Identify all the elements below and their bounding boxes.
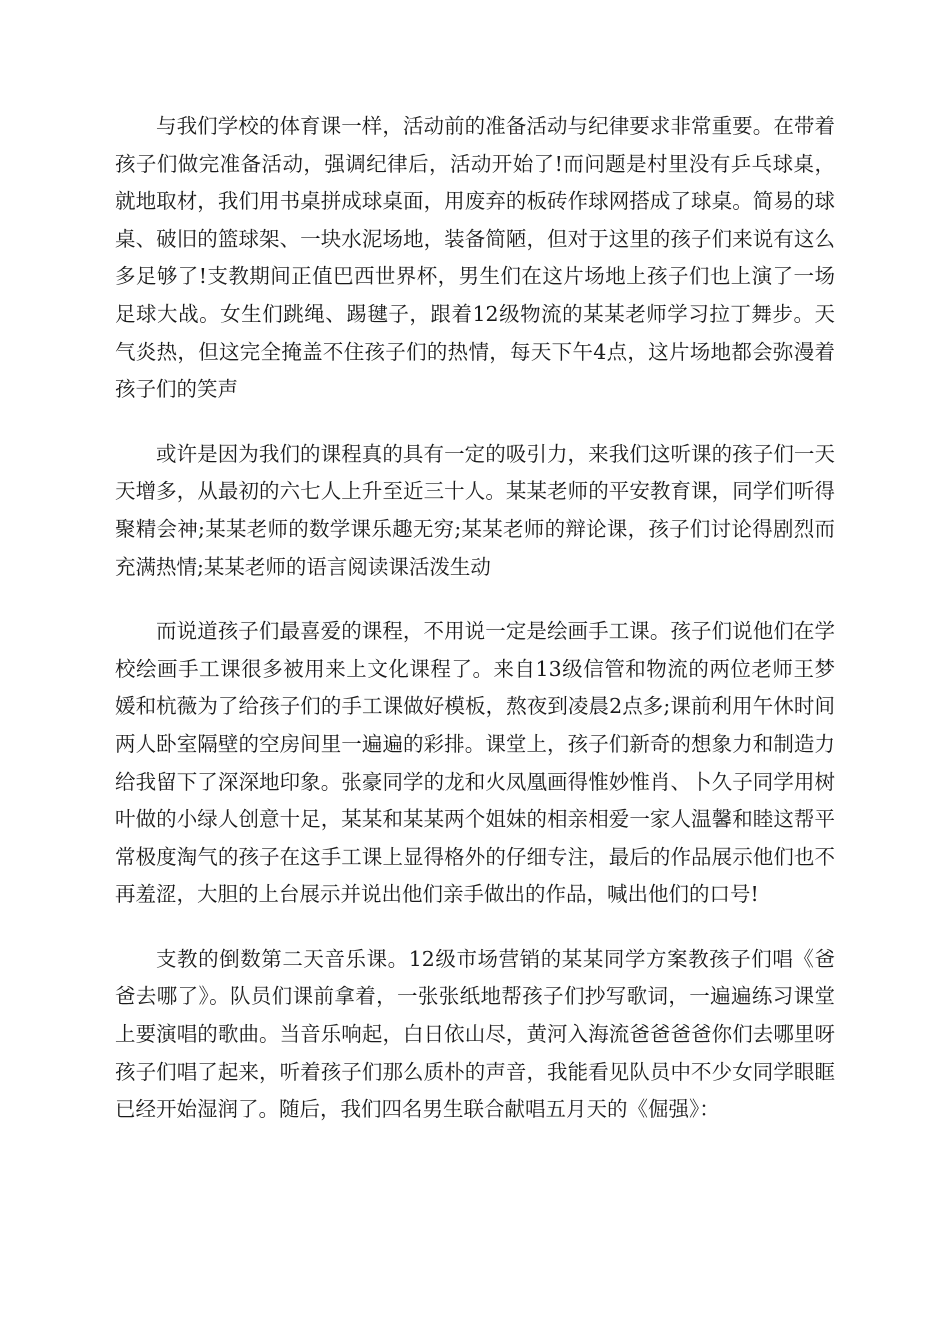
paragraph-course-attendance: 或许是因为我们的课程真的具有一定的吸引力，来我们这听课的孩子们一天天增多，从最初的六七人上升至近三十人。某某老师的平安教育课，同学们听得聚精会神;某某老师的数学课乐趣无穷;某某老师的辩论课，孩子们讨论得剧烈而充满热情;某某老师的语言阅读课活泼生动 [115,441,835,579]
paragraph-music-class: 支教的倒数第二天音乐课。12级市场营销的某某同学方案教孩子们唱《爸爸去哪了》。队员们课前拿着，一张张纸地帮孩子们抄写歌词，一遍遍练习课堂上要演唱的歌曲。当音乐响起，白日依山尽，黄河入海流爸爸爸爸你们去哪里呀孩子们唱了起来，听着孩子们那么质朴的声音，我能看见队员中不少女同学眼眶已经开始湿润了。随后，我们四名男生联合献唱五月天的《倔强》： [115,946,835,1122]
paragraph-art-handcraft-class: 而说道孩子们最喜爱的课程，不用说一定是绘画手工课。孩子们说他们在学校绘画手工课很多被用来上文化课程了。来自13级信管和物流的两位老师王梦媛和杭薇为了给孩子们的手工课做好模板，熬夜到凌晨2点多;课前利用午休时间两人卧室隔壁的空房间里一遍遍的彩排。课堂上，孩子们新奇的想象力和制造力给我留下了深深地印象。张豪同学的龙和火凤凰画得惟妙惟肖、卜久子同学用树叶做的小绿人创意十足，某某和某某两个姐妹的相亲相爱一家人温馨和睦这帮平常极度淘气的孩子在这手工课上显得格外的仔细专注，最后的作品展示他们也不再羞涩，大胆的上台展示并说出他们亲手做出的作品，喊出他们的口号! [115,619,835,907]
paragraph-sports-activities: 与我们学校的体育课一样，活动前的准备活动与纪律要求非常重要。在带着孩子们做完准备活动，强调纪律后，活动开始了!而问题是村里没有乒乓球桌，就地取材，我们用书桌拼成球桌面，用废弃的板砖作球网搭成了球桌。简易的球桌、破旧的篮球架、一块水泥场地，装备简陋，但对于这里的孩子们来说有这么多足够了!支教期间正值巴西世界杯，男生们在这片场地上孩子们也上演了一场足球大战。女生们跳绳、踢毽子，跟着12级物流的某某老师学习拉丁舞步。天气炎热，但这完全掩盖不住孩子们的热情，每天下午4点，这片场地都会弥漫着孩子们的笑声 [115,114,835,402]
document-body [115,108,835,1129]
